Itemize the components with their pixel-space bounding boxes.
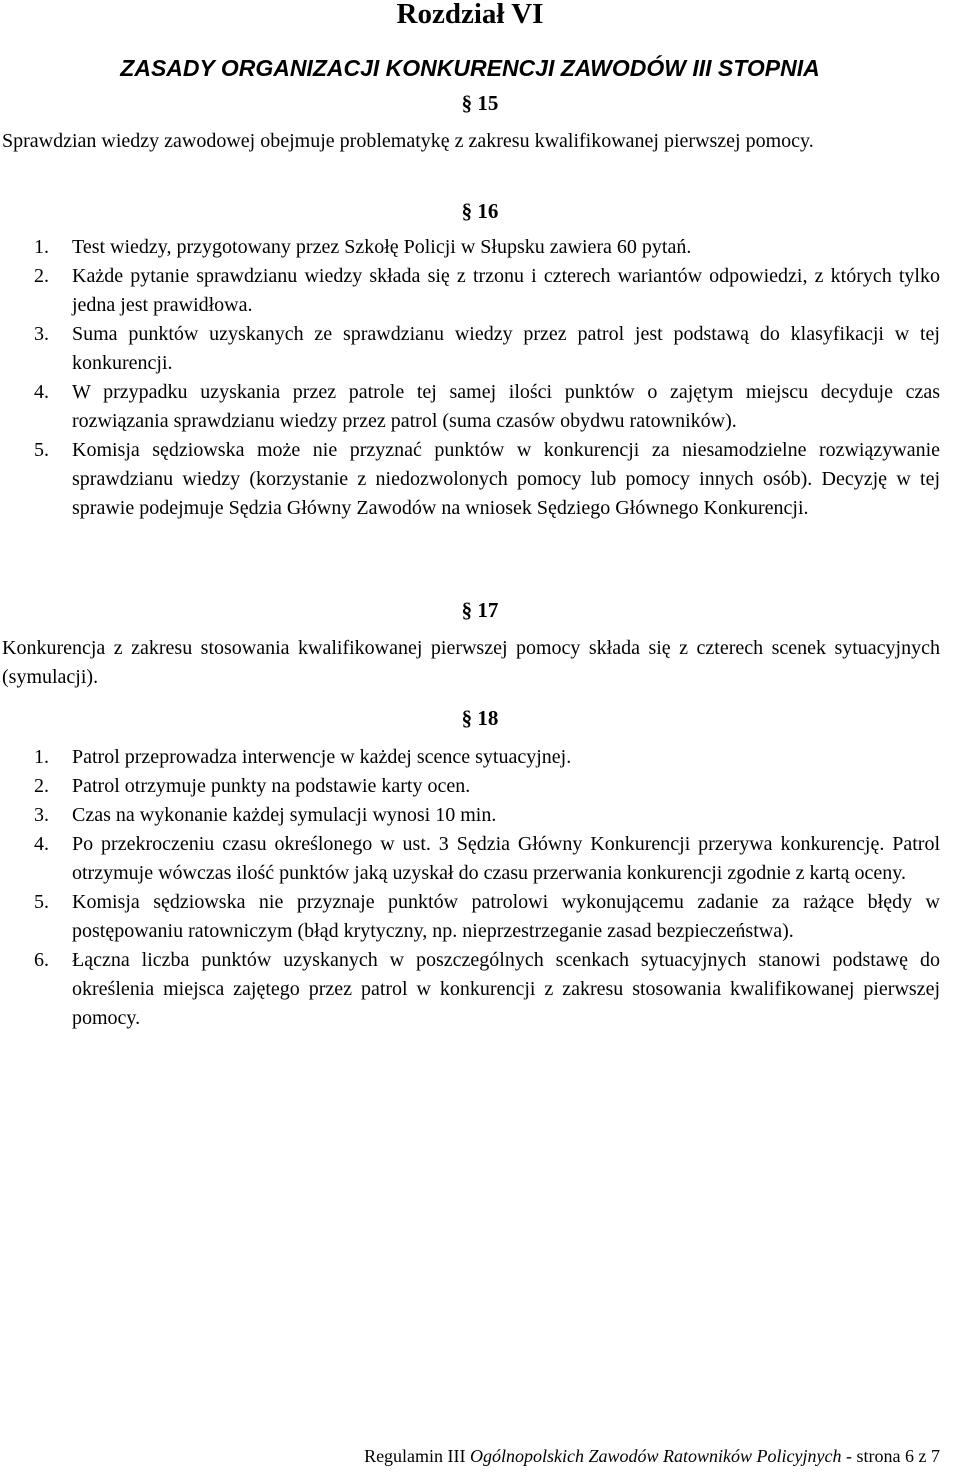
list-item-number: 3. bbox=[34, 804, 49, 826]
list-item-text: Czas na wykonanie każdej symulacji wynosi 10 min. bbox=[72, 804, 497, 826]
list-item-number: 5. bbox=[34, 439, 49, 461]
list-item-text: Patrol otrzymuje punkty na podstawie karty ocen. bbox=[72, 775, 471, 797]
list-item bbox=[0, 830, 940, 888]
list-item-number: 4. bbox=[34, 381, 49, 403]
section-15-paragraph: Sprawdzian wiedzy zawodowej obejmuje problematykę z zakresu kwalifikowanej pierwszej pomocy. bbox=[2, 130, 814, 152]
list-item-text: Każde pytanie sprawdzianu wiedzy składa się z trzonu i czterech wariantów odpowiedzi, z których tylko jedna jest prawidłowa. bbox=[72, 265, 940, 316]
list-item-number: 2. bbox=[34, 265, 49, 287]
list-item-text: W przypadku uzyskania przez patrole tej samej ilości punktów o zajętym miejscu decyduje czas rozwiązania sprawdzianu wiedzy przez patrol (suma czasów obydwu ratowników). bbox=[72, 381, 940, 432]
list-item bbox=[0, 436, 940, 523]
section-17-paragraph: Konkurencja z zakresu stosowania kwalifikowanej pierwszej pomocy składa się z czterech scenek sytuacyjnych (symulacji). bbox=[2, 637, 940, 688]
list-item bbox=[0, 320, 940, 378]
list-item bbox=[0, 772, 940, 801]
section-heading-17: § 17 bbox=[461, 598, 499, 622]
page-footer bbox=[0, 1444, 940, 1468]
list-item-text: Po przekroczeniu czasu określonego w ust. 3 Sędzia Główny Konkurencji przerywa konkurencję. Patrol otrzymuje wówczas ilość punktów jaką uzyskał do czasu przerwania konkurencji zgodnie z kartą oceny. bbox=[72, 833, 940, 884]
section-heading-15: § 15 bbox=[461, 91, 499, 115]
footer-page-number: - strona 6 z 7 bbox=[841, 1446, 940, 1466]
list-item bbox=[0, 801, 940, 830]
list-item bbox=[0, 378, 940, 436]
list-item-number: 3. bbox=[34, 323, 49, 345]
section-heading-18: § 18 bbox=[461, 706, 499, 730]
list-item-number: 2. bbox=[34, 775, 49, 797]
list-item-number: 5. bbox=[34, 891, 49, 913]
section-heading-16: § 16 bbox=[461, 199, 499, 223]
list-item-number: 1. bbox=[34, 236, 49, 258]
list-item-text: Test wiedzy, przygotowany przez Szkołę Policji w Słupsku zawiera 60 pytań. bbox=[72, 236, 692, 258]
list-item-text: Łączna liczba punktów uzyskanych w poszczególnych scenkach sytuacyjnych stanowi podstawę do określenia miejsca zajętego przez patrol w konkurencji z zakresu stosowania kwalifikowanej pierwszej pomocy. bbox=[72, 949, 940, 1029]
list-item-number: 6. bbox=[34, 949, 49, 971]
list-item bbox=[0, 262, 940, 320]
chapter-subtitle: ZASADY ORGANIZACJI KONKURENCJI ZAWODÓW III STOPNIA bbox=[120, 55, 820, 81]
chapter-title: Rozdział VI bbox=[396, 0, 544, 30]
list-item-text: Komisja sędziowska może nie przyznać punktów w konkurencji za niesamodzielne rozwiązywanie sprawdzianu wiedzy (korzystanie z niedozwolonych pomocy lub pomocy innych osób). Decyzję w tej sprawie podejmuje Sędzia Główny Zawodów na wniosek Sędziego Głównego Konkurencji. bbox=[72, 439, 940, 519]
footer-document-title: Ogólnopolskich Zawodów Ratowników Policyjnych bbox=[470, 1446, 842, 1466]
list-item-text: Komisja sędziowska nie przyznaje punktów patrolowi wykonującemu zadanie za rażące błędy w postępowaniu ratowniczym (błąd krytyczny, np. nieprzestrzeganie zasad bezpieczeństwa). bbox=[72, 891, 940, 942]
list-item bbox=[0, 888, 940, 946]
list-item bbox=[0, 946, 940, 1033]
list-item-number: 4. bbox=[34, 833, 49, 855]
list-item bbox=[0, 233, 940, 262]
list-item-number: 1. bbox=[34, 746, 49, 768]
list-item bbox=[0, 743, 940, 772]
section-16-list bbox=[0, 233, 940, 523]
footer-prefix: Regulamin III bbox=[364, 1446, 471, 1466]
list-item-text: Suma punktów uzyskanych ze sprawdzianu wiedzy przez patrol jest podstawą do klasyfikacji w tej konkurencji. bbox=[72, 323, 940, 374]
footer-divider bbox=[10, 1418, 930, 1419]
section-18-list bbox=[0, 743, 940, 1033]
list-item-text: Patrol przeprowadza interwencje w każdej scence sytuacyjnej. bbox=[72, 746, 572, 768]
